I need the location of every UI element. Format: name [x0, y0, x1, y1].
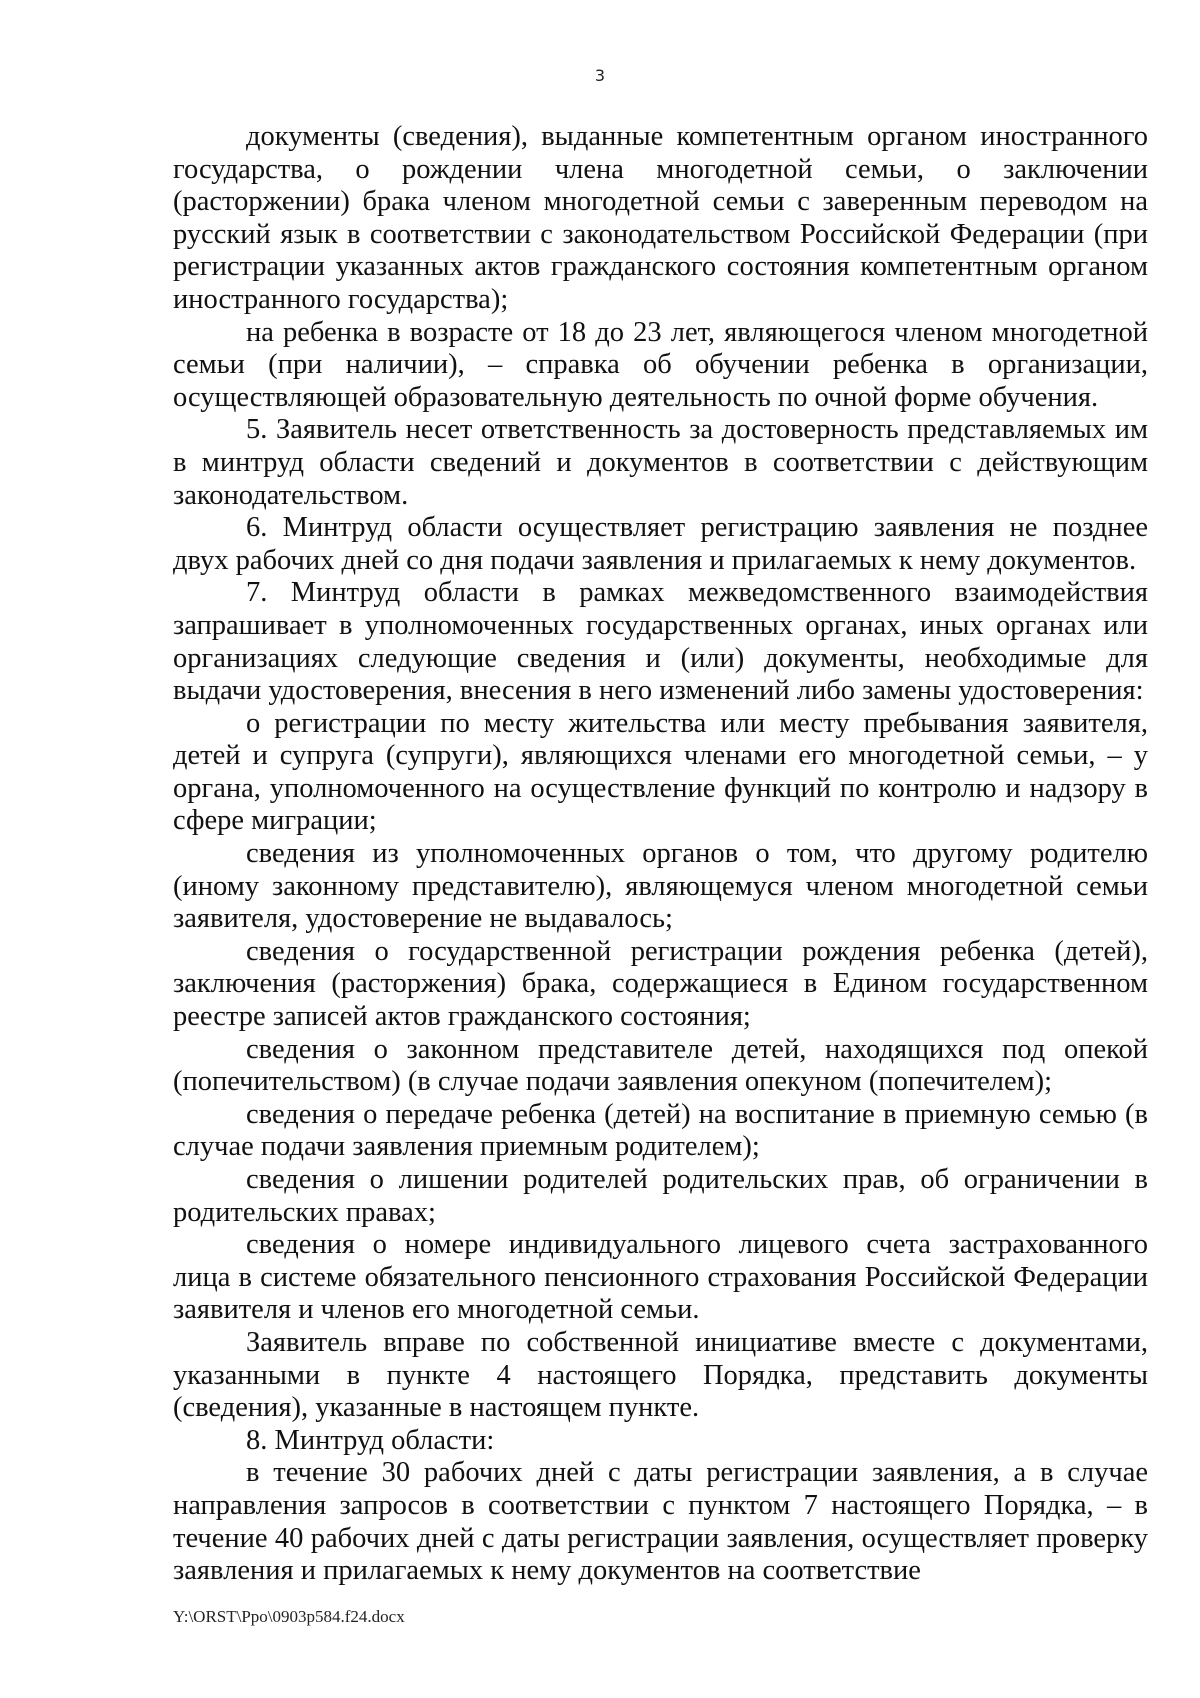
paragraph-foster-family-info: сведения о передаче ребенка (детей) на воспитание в приемную семью (в случае подачи заявления приемным родителем);: [173, 1098, 1148, 1163]
paragraph-other-parent-info: сведения из уполномоченных органов о том, что другому родителю (иному законному представителю), являющемуся членом многодетной семьи заявителя, удостоверение не выдавалось;: [173, 838, 1148, 935]
paragraph-guardian-info: сведения о законном представителе детей, находящихся под опекой (попечительством) (в случае подачи заявления опекуном (попечителем);: [173, 1033, 1148, 1098]
paragraph-clause-5: 5. Заявитель несет ответственность за достоверность представляемых им в минтруд области сведений и документов в соответствии с действующим законодательством.: [173, 414, 1148, 511]
page-number: 3: [594, 66, 606, 85]
paragraph-applicant-initiative: Заявитель вправе по собственной инициативе вместе с документами, указанными в пункте 4 настоящего Порядка, представить документы (сведения), указанные в настоящем пункте.: [173, 1326, 1148, 1424]
paragraph-registration-info: о регистрации по месту жительства или месту пребывания заявителя, детей и супруга (супруги), являющихся членами его многодетной семьи, – у органа, уполномоченного на осуществление функций по контролю и надзору в сфере миграции;: [173, 707, 1148, 837]
paragraph-clause-7: 7. Минтруд области в рамках межведомственного взаимодействия запрашивает в уполномоченных государственных органах, иных органах или организациях следующие сведения и (или) документы, необходимые для выдачи удостоверения, внесения в него изменений либо замены удостоверения:: [173, 577, 1148, 707]
paragraph-study-certificate: на ребенка в возрасте от 18 до 23 лет, являющегося членом многодетной семьи (при наличии), – справка об обучении ребенка в организации, осуществляющей образовательную деятельность по очной форме обучения.: [173, 316, 1148, 413]
paragraph-clause-8: 8. Минтруд области:: [246, 1424, 495, 1456]
paragraph-review-period: в течение 30 рабочих дней с даты регистрации заявления, а в случае направления запросов в соответствии с пунктом 7 настоящего Порядка, – в течение 40 рабочих дней с даты регистрации заявления, осуществляет проверку заявления и прилагаемых к нему документов на соответствие: [173, 1457, 1148, 1587]
paragraph-snils-info: сведения о номере индивидуального лицевого счета застрахованного лица в системе обязательного пенсионного страхования Российской Федерации заявителя и членов его многодетной семьи.: [173, 1229, 1148, 1326]
paragraph-civil-registry-info: сведения о государственной регистрации рождения ребенка (детей), заключения (расторжения) брака, содержащиеся в Едином государственном реестре записей актов гражданского состояния;: [173, 935, 1148, 1033]
document-body: [173, 121, 1148, 1588]
paragraph-foreign-documents: документы (сведения), выданные компетентным органом иностранного государства, о рождении члена многодетной семьи, о заключении (расторжении) брака членом многодетной семьи с заверенным переводом на русский язык в соответствии с законодательством Российской Федерации (при регистрации указанных актов гражданского состояния компетентным органом иностранного государства);: [173, 121, 1148, 315]
paragraph-parental-rights-info: сведения о лишении родителей родительских прав, об ограничении в родительских правах;: [173, 1164, 1148, 1228]
file-path-footer: Y:\ORST\Ppo\0903p584.f24.docx: [173, 1607, 405, 1626]
paragraph-clause-6: 6. Минтруд области осуществляет регистрацию заявления не позднее двух рабочих дней со дня подачи заявления и прилагаемых к нему документов.: [173, 512, 1148, 576]
